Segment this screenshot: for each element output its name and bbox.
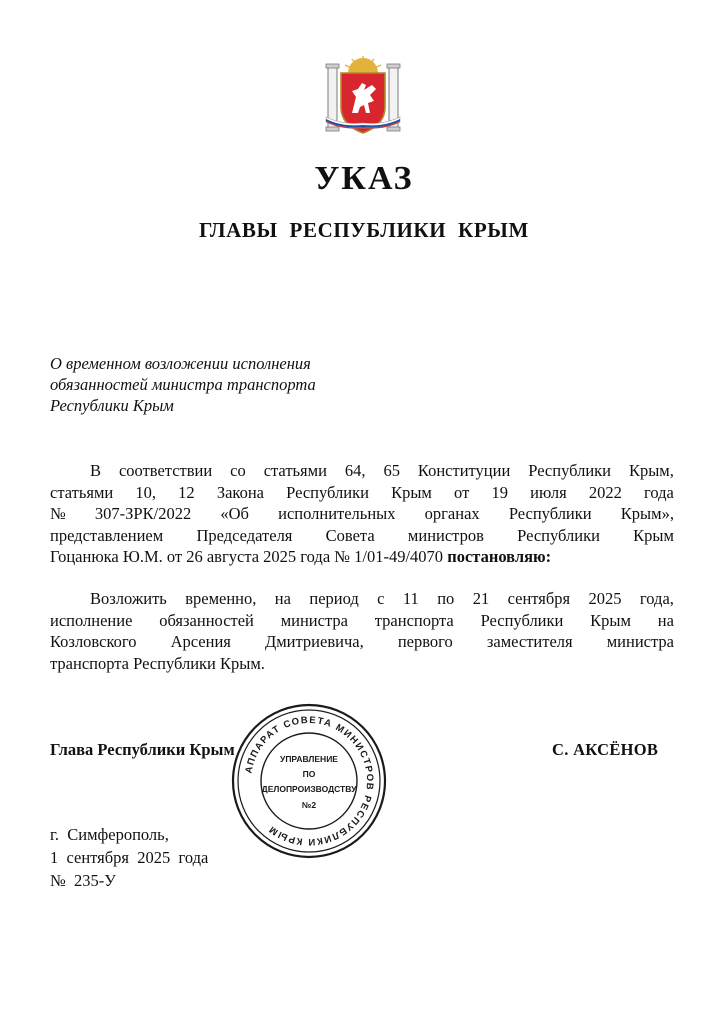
paragraph-word: исполнение [50, 610, 133, 630]
paragraph-word: В [90, 461, 102, 480]
paragraph-word: статьями [50, 482, 114, 502]
stamp-text: ПО [302, 769, 316, 779]
operative-paragraph [50, 588, 674, 674]
subject-line: Республики Крым [50, 396, 174, 415]
paragraph-line: транспорта Республики Крым. [50, 653, 265, 673]
official-stamp [228, 700, 390, 862]
paragraph-word: Крым [633, 525, 674, 545]
paragraph-word: Республики [517, 525, 600, 545]
preamble-paragraph [50, 460, 674, 568]
subject-line: обязанностей министра транспорта [50, 375, 316, 394]
paragraph-word: 2025 [588, 589, 622, 608]
document-title: УКАЗ [314, 160, 414, 197]
paragraph-line [50, 482, 674, 504]
paragraph-word: Республики [528, 461, 612, 480]
paragraph-word: Конституции [417, 461, 511, 480]
paragraph-word: временно, [185, 589, 257, 608]
paragraph-word: министра [280, 610, 348, 630]
paragraph-word: заместителя [486, 632, 573, 651]
crimea-coat-of-arms-icon [322, 55, 404, 135]
paragraph-word: 2022 [588, 482, 622, 502]
paragraph-word: № [50, 504, 66, 523]
paragraph-word: 12 [178, 482, 195, 502]
paragraph-word: Председателя [196, 525, 293, 545]
stamp-ring-text: АППАРАТ СОВЕТА МИНИСТРОВ РЕСПУБЛИКИ КРЫМ [243, 714, 376, 848]
paragraph-word: Совета [325, 525, 375, 545]
paragraph-word: Крым», [620, 504, 674, 523]
paragraph-word: с [377, 589, 385, 608]
document-subtitle: ГЛАВЫ РЕСПУБЛИКИ КРЫМ [199, 218, 529, 242]
paragraph-word: на [274, 589, 291, 608]
document-subject [50, 353, 316, 416]
paragraph-word: года [644, 482, 674, 502]
paragraph-word: года, [639, 589, 674, 608]
paragraph-word: Республики [480, 610, 564, 630]
paragraph-word: Возложить [90, 589, 167, 608]
paragraph-line [50, 631, 674, 653]
paragraph-word: Арсения [170, 632, 231, 651]
paragraph-word: сентября [507, 589, 571, 608]
paragraph-word: Дмитриевича, [264, 632, 364, 651]
decree-keyword: постановляю: [447, 547, 552, 566]
paragraph-word: июля [530, 482, 567, 502]
paragraph-word: 307-ЗРК/2022 [94, 504, 192, 523]
paragraph-word: министров [407, 525, 484, 545]
svg-text:АППАРАТ СОВЕТА МИНИСТРОВ РЕСПУ [243, 715, 375, 847]
paragraph-word: представлением [50, 525, 164, 545]
paragraph-word: период [309, 589, 359, 608]
paragraph-word: 65 [383, 461, 400, 480]
paragraph-word: Крым [391, 482, 432, 502]
paragraph-word: Крым, [628, 461, 674, 480]
issue-city: г. Симферополь, [50, 825, 169, 844]
paragraph-word: «Об [220, 504, 249, 523]
paragraph-line [50, 610, 674, 632]
paragraph-word: статьями [263, 461, 327, 480]
paragraph-word: обязанностей [159, 610, 254, 630]
paragraph-line [50, 503, 674, 525]
paragraph-word: 10, [135, 482, 157, 502]
paragraph-word: исполнительных [278, 504, 396, 523]
paragraph-word: 19 [491, 482, 508, 502]
paragraph-word: со [230, 461, 246, 480]
paragraph-line [50, 546, 674, 568]
stamp-text: ДЕЛОПРОИЗВОДСТВУ [261, 784, 357, 794]
decree-number: № 235-У [50, 871, 116, 890]
paragraph-word: Закона [216, 482, 264, 502]
paragraph-word: Республики [286, 482, 369, 502]
signatory-name: С. АКСЁНОВ [552, 740, 659, 759]
paragraph-line [50, 588, 674, 610]
paragraph-word: соответствии [118, 461, 213, 480]
paragraph-word: Республики [508, 504, 592, 523]
paragraph-word: министра [606, 632, 674, 651]
stamp-text: №2 [301, 800, 317, 810]
paragraph-line [50, 525, 674, 547]
paragraph-word: на [657, 610, 674, 630]
paragraph-word: транспорта [374, 610, 454, 630]
paragraph-word: по [437, 589, 455, 608]
paragraph-line [50, 460, 674, 482]
paragraph-word: 21 [472, 589, 490, 608]
paragraph-word: 11 [402, 589, 419, 608]
paragraph-word: 64, [344, 461, 366, 480]
stamp-text: УПРАВЛЕНИЕ [280, 754, 338, 764]
document-footer [50, 823, 208, 892]
paragraph-word: органах [424, 504, 480, 523]
paragraph-word: первого [397, 632, 453, 651]
signatory-position: Глава Республики Крым [50, 740, 235, 759]
paragraph-text: Гоцанюка Ю.М. от 26 августа 2025 года № 1/01-49/4070 [50, 547, 444, 566]
paragraph-word: от [454, 482, 470, 502]
subject-line: О временном возложении исполнения [50, 354, 311, 373]
issue-date: 1 сентября 2025 года [50, 848, 209, 867]
paragraph-word: Козловского [50, 632, 137, 651]
paragraph-word: Крым [590, 610, 631, 630]
